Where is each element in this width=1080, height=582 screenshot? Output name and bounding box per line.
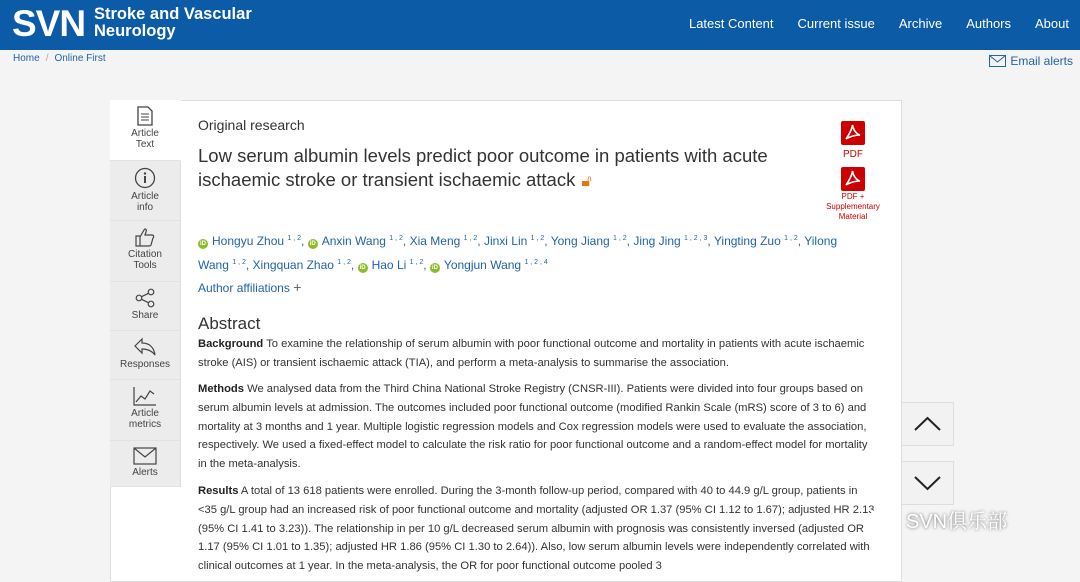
author-affil-sup: 1 , 2 bbox=[409, 259, 424, 266]
nav-archive[interactable]: Archive bbox=[898, 16, 943, 31]
author-affil-sup: 1 , 2 bbox=[463, 235, 478, 242]
author-affil-sup: 1 , 2 bbox=[784, 235, 798, 242]
article-title bbox=[198, 144, 788, 194]
sidebar-item-share[interactable] bbox=[110, 282, 181, 331]
author-link[interactable] bbox=[484, 234, 544, 248]
document-icon bbox=[137, 106, 153, 126]
article-sidebar bbox=[110, 100, 180, 580]
sidebar-label-line-1: Article bbox=[131, 128, 159, 139]
author-name: Hongyu Zhou bbox=[212, 234, 285, 248]
logo-abbr[interactable]: SVN bbox=[12, 3, 86, 44]
author-name: Anxin Wang bbox=[321, 234, 386, 248]
nav-latest-content[interactable]: Latest Content bbox=[688, 16, 774, 31]
sidebar-label-line-2: Text bbox=[135, 139, 155, 150]
sidebar-item-article-text[interactable] bbox=[110, 100, 181, 161]
breadcrumb-separator: / bbox=[45, 53, 49, 64]
orcid-icon: iD bbox=[359, 265, 366, 271]
sidebar-item-article-metrics[interactable] bbox=[110, 380, 181, 441]
author-affil-sup: 1 , 2 bbox=[232, 259, 246, 266]
sidebar-item-citation-tools[interactable] bbox=[110, 221, 181, 282]
section-text: We analysed data from the Third China National Stroke Registry (CNSR-III). Patients were divided into four groups based on serum albumin levels at admission. The outcomes included poor functional outcome (modified Rankin Scale (mRS) score of 3 to 6) and mortality at 3 months and 1 year. Multiple logistic regression models and Cox regression models were used to evaluate the association, respectively. We used a fixed-effect model to calculate the risk ratio for poor functional outcome and a random-effect model for mortality in the meta-analysis. bbox=[198, 383, 868, 471]
author-link[interactable] bbox=[633, 234, 707, 248]
author-link[interactable] bbox=[714, 234, 798, 248]
sidebar-label-line-2: Tools bbox=[133, 260, 157, 271]
reply-icon bbox=[133, 337, 157, 357]
watermark bbox=[868, 505, 1007, 534]
info-icon bbox=[134, 167, 156, 189]
section-label: Methods bbox=[198, 383, 244, 395]
pdf-label: PDF bbox=[843, 149, 863, 160]
pdf-supplementary-download[interactable] bbox=[814, 166, 892, 222]
abstract-background bbox=[198, 335, 878, 373]
nav-about[interactable]: About bbox=[1035, 16, 1069, 31]
pdf-supp-label-1: PDF + bbox=[841, 192, 865, 201]
chevron-up-icon bbox=[902, 403, 953, 445]
sidebar-item-alerts[interactable] bbox=[110, 441, 181, 487]
open-access-icon: 🔓︎ bbox=[581, 173, 592, 190]
thumbs-up-icon bbox=[134, 227, 156, 247]
author-affil-sup: 1 , 2 , 4 bbox=[524, 259, 548, 266]
author-name: Xingquan Zhao bbox=[252, 258, 334, 272]
abstract-results bbox=[198, 482, 878, 576]
author-name: Xia Meng bbox=[409, 234, 461, 248]
sidebar-label-line-1: Article bbox=[131, 408, 159, 419]
orcid-icon: iD bbox=[431, 265, 438, 271]
author-affil-sup: 1 , 2 bbox=[530, 235, 545, 242]
sidebar-label: Responses bbox=[119, 359, 171, 370]
logo-line-1: Stroke and Vascular bbox=[94, 5, 252, 23]
author-link[interactable] bbox=[253, 258, 351, 272]
wechat-icon bbox=[868, 507, 902, 533]
pdf-icon bbox=[840, 120, 866, 146]
sidebar-label-line-1: Article bbox=[131, 191, 159, 202]
sidebar-label: Alerts bbox=[132, 467, 158, 478]
author-affil-sup: 1 , 2 , 3 bbox=[684, 235, 708, 242]
envelope-icon bbox=[989, 55, 1006, 67]
plus-icon: + bbox=[293, 279, 302, 295]
author-affil-sup: 1 , 2 bbox=[337, 259, 351, 266]
author-link[interactable] bbox=[308, 234, 403, 248]
email-alerts-link[interactable] bbox=[989, 54, 1073, 68]
metrics-chart-icon bbox=[133, 386, 157, 406]
author-link[interactable] bbox=[410, 234, 478, 248]
section-text: To examine the relationship of serum albumin with poor functional outcome and mortality in patients with acute ischaemic stroke (AIS) or transient ischaemic attack (TIA), and perform a meta-analysis to summarise the association. bbox=[198, 338, 865, 369]
breadcrumb-home[interactable]: Home bbox=[13, 53, 40, 64]
sidebar-item-article-info[interactable] bbox=[110, 161, 181, 221]
sidebar-item-responses[interactable] bbox=[110, 331, 181, 380]
pdf-icon bbox=[840, 166, 866, 192]
sidebar-label-line-2: metrics bbox=[128, 419, 162, 430]
logo-line-2: Neurology bbox=[94, 22, 176, 40]
author-affil-sup: 1 , 2 bbox=[389, 235, 403, 242]
author-link[interactable] bbox=[358, 258, 424, 272]
author-link[interactable] bbox=[551, 234, 627, 248]
email-alerts-label: Email alerts bbox=[1010, 54, 1073, 68]
author-link[interactable] bbox=[430, 258, 548, 272]
article-type: Original research bbox=[198, 117, 305, 133]
abstract-heading: Abstract bbox=[198, 314, 261, 333]
author-name: Hao Li bbox=[371, 258, 407, 272]
scroll-down-button[interactable] bbox=[901, 461, 954, 505]
author-name: Yingting Zuo bbox=[713, 234, 781, 248]
envelope-icon bbox=[133, 447, 157, 465]
sidebar-label: Share bbox=[131, 310, 159, 321]
share-icon bbox=[134, 288, 156, 308]
orcid-icon: iD bbox=[200, 241, 206, 247]
nav-current-issue[interactable]: Current issue bbox=[797, 16, 875, 31]
pdf-supp-label-3: Material bbox=[838, 212, 868, 221]
author-name: Yongjun Wang bbox=[443, 258, 522, 272]
pdf-download[interactable] bbox=[839, 120, 867, 160]
sidebar-label-line-2: info bbox=[136, 202, 154, 213]
watermark-text: SVN俱乐部 bbox=[906, 511, 1008, 533]
author-name: Yilong Wang bbox=[198, 234, 838, 272]
author-link[interactable] bbox=[198, 234, 301, 248]
author-affiliations-label: Author affiliations bbox=[198, 281, 290, 295]
breadcrumb bbox=[13, 53, 106, 64]
author-name: Yong Jiang bbox=[550, 234, 610, 248]
author-affil-sup: 1 , 2 bbox=[287, 235, 302, 242]
author-name: Jinxi Lin bbox=[483, 234, 528, 248]
sidebar-label-line-1: Citation bbox=[128, 249, 162, 260]
scroll-up-button[interactable] bbox=[901, 402, 954, 446]
author-affil-sup: 1 , 2 bbox=[613, 235, 627, 242]
section-label: Results bbox=[198, 485, 239, 497]
author-list: iD Hongyu Zhou $^{1 , 2}$, iD Anxin Wang $^{1 , 2}$, Xia Meng $^{1 , 2}$, Jinxi Lin $^{1 , 2}$, Yong Jiang $^{1 , 2}$, Jing Jing $^{1 , 2 , 3}$, Yingting Zuo $^{1 , 2}$, Yilong Wang $^{1 , 2}$, Xingquan Zhao $^{1 , 2}$, iD Hao Li $^{1 , 2}$, iD Yongjun Wang $^{1 , 2 , 4}$ bbox=[198, 234, 838, 272]
section-label: Background bbox=[198, 338, 264, 350]
site-header bbox=[0, 0, 1080, 50]
pdf-supp-label-2: Supplementary bbox=[826, 202, 880, 211]
nav-authors[interactable]: Authors bbox=[966, 16, 1012, 31]
section-text: A total of 13 618 patients were enrolled. During the 3-month follow-up period, compared with 40 to 44.9 g/L group, patients in <35 g/L group had an increased risk of poor functional outcome and mortality (adjusted OR 1.37 (95% CI 1.12 to 1.67); adjusted HR 2.13 (95% CI 1.41 to 3.23)). The relationship in per 10 g/L decreased serum albumin with prognosis was consistently inversed (adjusted OR 1.17 (95% CI 1.01 to 1.35); adjusted HR 1.86 (95% CI 1.30 to 2.64)). Also, low serum albumin levels were independently correlated with clinical outcomes at 1 year. In the meta-analysis, the OR for poor functional outcome pooled 3 bbox=[198, 485, 875, 573]
orcid-icon: iD bbox=[309, 241, 316, 247]
author-name: Jing Jing bbox=[633, 234, 681, 248]
logo-journal-name[interactable] bbox=[94, 6, 252, 40]
abstract-methods bbox=[198, 380, 878, 474]
author-affiliations-toggle[interactable] bbox=[198, 279, 301, 295]
chevron-down-icon bbox=[902, 462, 953, 504]
main-nav bbox=[666, 0, 1080, 50]
article-title-text: Low serum albumin levels predict poor outcome in patients with acute ischaemic stroke or transient ischaemic attack bbox=[198, 145, 768, 190]
breadcrumb-current[interactable]: Online First bbox=[54, 53, 106, 64]
